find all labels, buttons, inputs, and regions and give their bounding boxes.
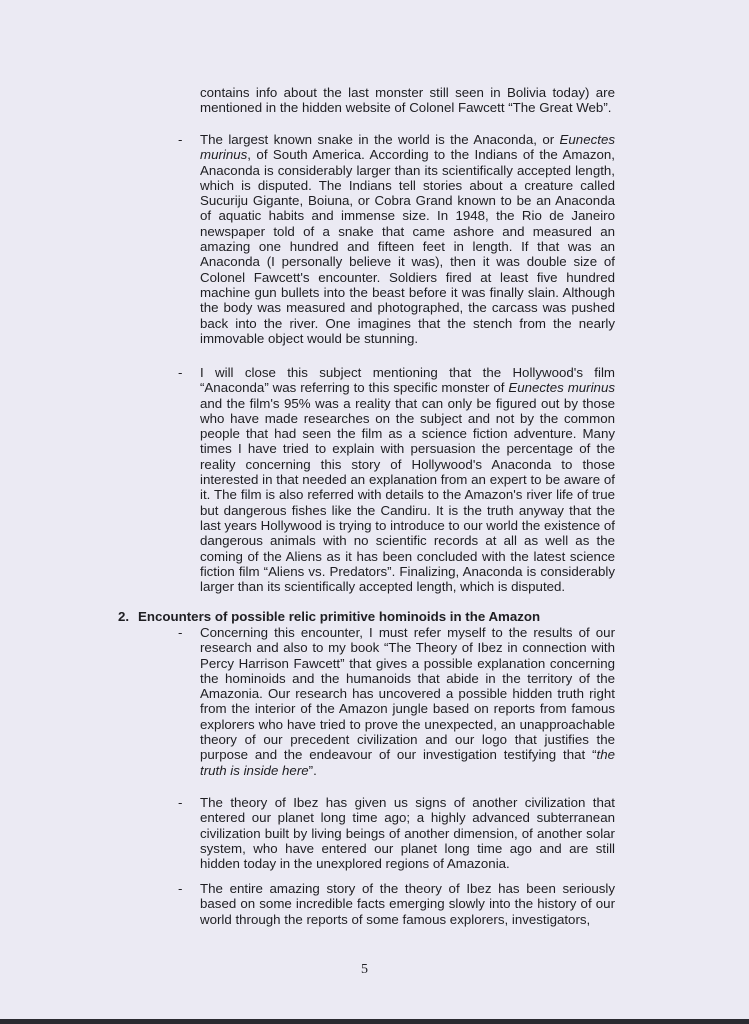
bullet-dash: - bbox=[178, 795, 183, 810]
text-segment: The largest known snake in the world is the Anaconda, or bbox=[200, 132, 560, 147]
scan-edge bbox=[0, 1019, 749, 1024]
text-segment: and the film's 95% was a reality that can only be figured out by those who have made researches on the subject and not by the common people that had seen the film as a science fiction adventure. Many times I have tried to explain with persuasion the percentage of the reality concerning this story of Hollywood's Anaconda to those interested in that needed an explanation from an expert to be aware of it. The film is also referred with details to the Amazon's river life of true but dangerous fishes like the Candiru. It is the truth anyway that the last years Hollywood is trying to introduce to our world the existence of dangerous animals with no scientific records at all as well as the coming of the Aliens as it has been concluded with the latest science fiction film “Aliens vs. Predators”. Finalizing, Anaconda is considerably larger than its scientifically accepted length, which is disputed. bbox=[200, 395, 615, 595]
bullet-dash: - bbox=[178, 625, 183, 640]
text-segment: The theory of Ibez has given us signs of another civilization that entered our planet long time ago; a highly advanced subterranean civilization built by living beings of another dimension, of another solar system, who have entered our planet long time ago and are still hidden today in the unexplored regions of Amazonia. bbox=[200, 795, 615, 872]
italic-text: Eunectes murinus bbox=[200, 132, 615, 163]
section-title: Encounters of possible relic primitive hominoids in the Amazon bbox=[138, 609, 541, 624]
text-segment: The entire amazing story of the theory of Ibez has been seriously based on some incredible facts emerging slowly into the history of our world through the reports of some famous explorers, investigators, bbox=[200, 881, 615, 927]
bullet-ibez bbox=[178, 795, 615, 872]
bullet-dash: - bbox=[178, 365, 183, 380]
bullet-dash: - bbox=[178, 881, 183, 896]
text-segment: , of South America. According to the Indians of the Amazon, Anaconda is considerably larger than its scientifically accepted length, which is disputed. The Indians tell stories about a creature called Sucuriju Gigante, Boiuna, or Cobra Grand known to be an Anaconda of aquatic habits and immense size. In 1948, the Rio de Janeiro newspaper told of a snake that came ashore and measured an amazing one hundred and fifteen feet in length. If that was an Anaconda (I personally believe it was), then it was double size of Colonel Fawcett's encounter. Soldiers fired at least five hundred machine gun bullets into the beast before it was finally slain. Although the body was measured and photographed, the carcass was pushed back into the river. One imagines that the stench from the nearly immovable object would be stunning. bbox=[200, 147, 615, 346]
text-segment: Concerning this encounter, I must refer myself to the results of our research and also to my book “The Theory of Ibez in connection with Percy Harrison Fawcett” that gives a possible explanation concerning the hominoids and the humanoids that abide in the territory of the Amazonia. Our research has uncovered a possible hidden truth right from the interior of the Amazon jungle based on reports from famous explorers who have tried to prove the unexpected, an unapproachable theory of our precedent civilization and our logo that justifies the purpose and the endeavour of our investigation testifying that “ bbox=[200, 625, 615, 763]
section-number: 2. bbox=[118, 609, 130, 624]
bullet-hollywood bbox=[178, 365, 615, 595]
bullet-story bbox=[178, 881, 615, 927]
italic-text: the truth is inside here bbox=[200, 747, 615, 778]
bullet-dash: - bbox=[178, 132, 183, 147]
section-heading bbox=[118, 609, 540, 624]
text-segment: contains info about the last monster still seen in Bolivia today) are mentioned in the hidden website of Colonel Fawcett “The Great Web”. bbox=[200, 85, 615, 116]
bullet-anaconda bbox=[178, 132, 615, 346]
italic-text: Eunectes murinus bbox=[508, 380, 615, 396]
bullet-encounter bbox=[178, 625, 615, 778]
intro-paragraph bbox=[200, 85, 615, 116]
page-number: 5 bbox=[361, 962, 368, 977]
text-segment: I will close this subject mentioning that the Hollywood's film “Anaconda” was referring to this specific monster of bbox=[200, 365, 615, 396]
text-segment: ”. bbox=[308, 762, 317, 778]
